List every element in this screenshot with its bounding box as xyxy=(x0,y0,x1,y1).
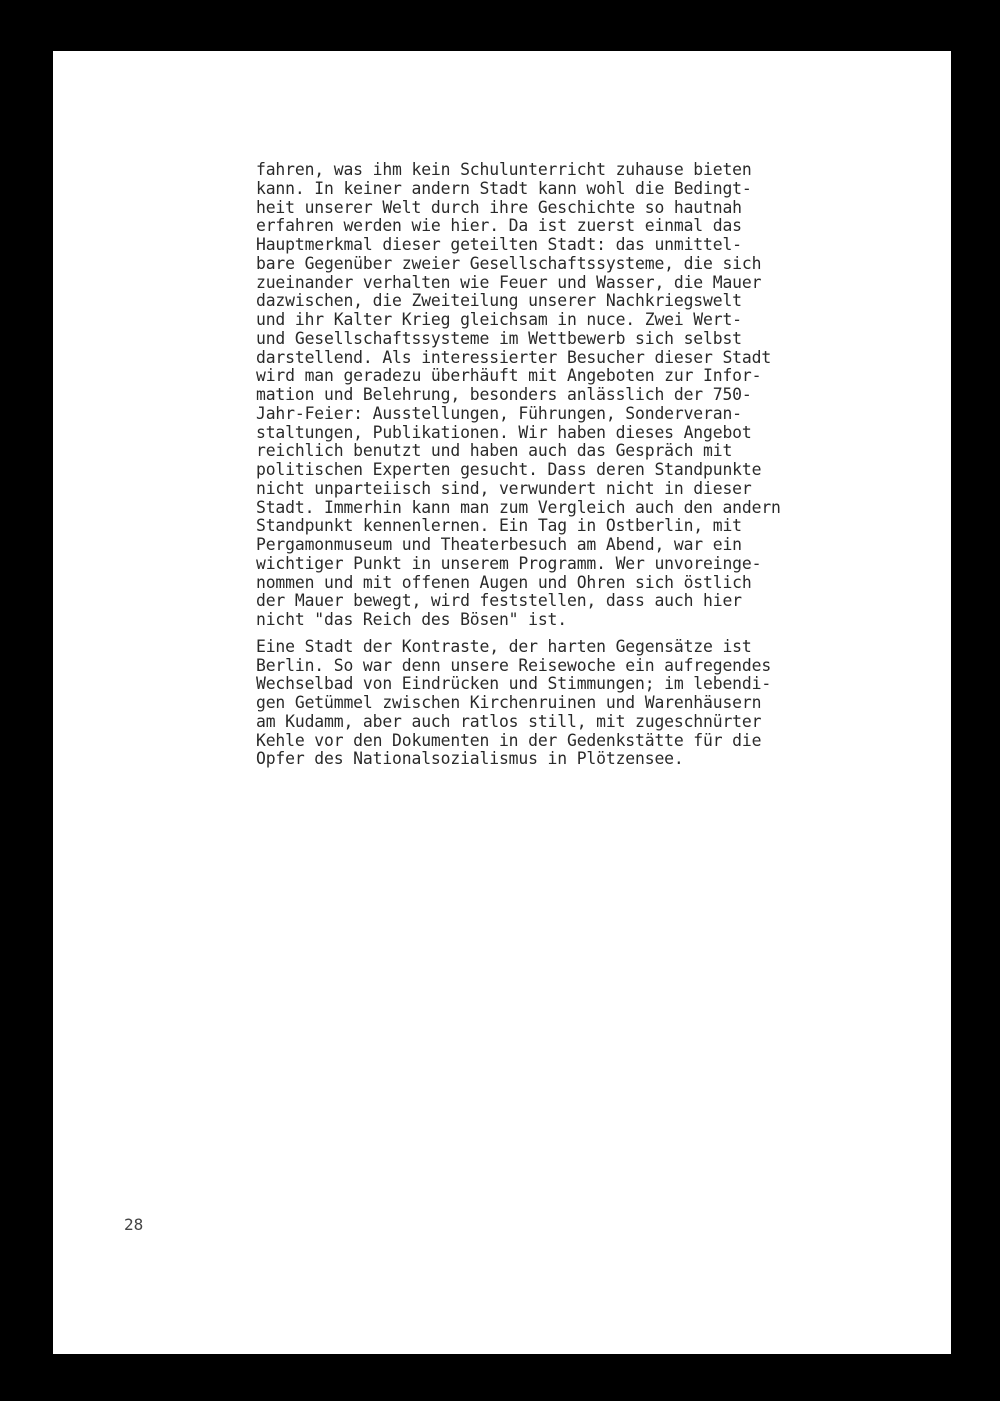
text-line: Berlin. So war denn unsere Reisewoche ein aufregendes xyxy=(256,655,772,675)
text-line: am Kudamm, aber auch ratlos still, mit zugeschnürter xyxy=(256,711,762,731)
text-line: kann. In keiner andern Stadt kann wohl die Bedingt- xyxy=(256,178,752,198)
text-line: erfahren werden wie hier. Da ist zuerst einmal das xyxy=(256,216,742,236)
document-page xyxy=(53,51,951,1354)
text-line: nicht unparteiisch sind, verwundert nicht in dieser xyxy=(256,478,752,498)
text-line: staltungen, Publikationen. Wir haben dieses Angebot xyxy=(256,422,752,442)
text-line: Pergamonmuseum und Theaterbesuch am Abend, war ein xyxy=(256,535,742,554)
text-line: reichlich benutzt und haben auch das Gespräch mit xyxy=(256,441,733,461)
text-line: Standpunkt kennenlernen. Ein Tag in Ostberlin, mit xyxy=(256,516,742,536)
text-line: Jahr-Feier: Ausstellungen, Führungen, Sonderveran- xyxy=(256,403,742,423)
text-line: nommen und mit offenen Augen und Ohren sich östlich xyxy=(256,572,752,592)
text-line: der Mauer bewegt, wird feststellen, dass auch hier xyxy=(256,591,742,611)
text-line: gen Getümmel zwischen Kirchenruinen und Warenhäusern xyxy=(256,693,762,712)
text-line: und Gesellschaftssysteme im Wettbewerb sich selbst xyxy=(256,328,742,348)
text-line: Hauptmerkmal dieser geteilten Stadt: das unmittel- xyxy=(256,235,742,254)
text-line: mation und Belehrung, besonders anlässlich der 750- xyxy=(256,385,752,404)
text-line: Stadt. Immerhin kann man zum Vergleich auch den andern xyxy=(256,497,781,517)
text-line: politischen Experten gesucht. Dass deren Standpunkte xyxy=(256,460,762,479)
text-line: Wechselbad von Eindrücken und Stimmungen; im lebendi- xyxy=(256,674,772,694)
text-line: Opfer des Nationalsozialismus in Plötzensee. xyxy=(256,749,684,769)
text-line: darstellend. Als interessierter Besucher dieser Stadt xyxy=(256,347,772,367)
paragraph xyxy=(256,161,876,630)
text-line: Kehle vor den Dokumenten in der Gedenkstätte für die xyxy=(256,730,762,750)
text-line: bare Gegenüber zweier Gesellschaftssysteme, die sich xyxy=(256,253,762,273)
text-line: wichtiger Punkt in unserem Programm. Wer unvoreinge- xyxy=(256,553,762,573)
text-line: heit unserer Welt durch ihre Geschichte so hautnah xyxy=(256,197,742,217)
text-line: und ihr Kalter Krieg gleichsam in nuce. Zwei Wert- xyxy=(256,310,742,329)
text-line: wird man geradezu überhäuft mit Angeboten zur Infor- xyxy=(256,366,762,386)
text-line: Eine Stadt der Kontraste, der harten Gegensätze ist xyxy=(256,636,752,656)
text-line: zueinander verhalten wie Feuer und Wasser, die Mauer xyxy=(256,272,762,292)
text-line: dazwischen, die Zweiteilung unserer Nachkriegswelt xyxy=(256,291,742,311)
page-number: 28 xyxy=(124,1215,144,1234)
paragraph xyxy=(256,638,876,769)
text-line: fahren, was ihm kein Schulunterricht zuhause bieten xyxy=(256,160,752,179)
body-text xyxy=(256,161,876,769)
text-line: nicht "das Reich des Bösen" ist. xyxy=(256,610,567,629)
